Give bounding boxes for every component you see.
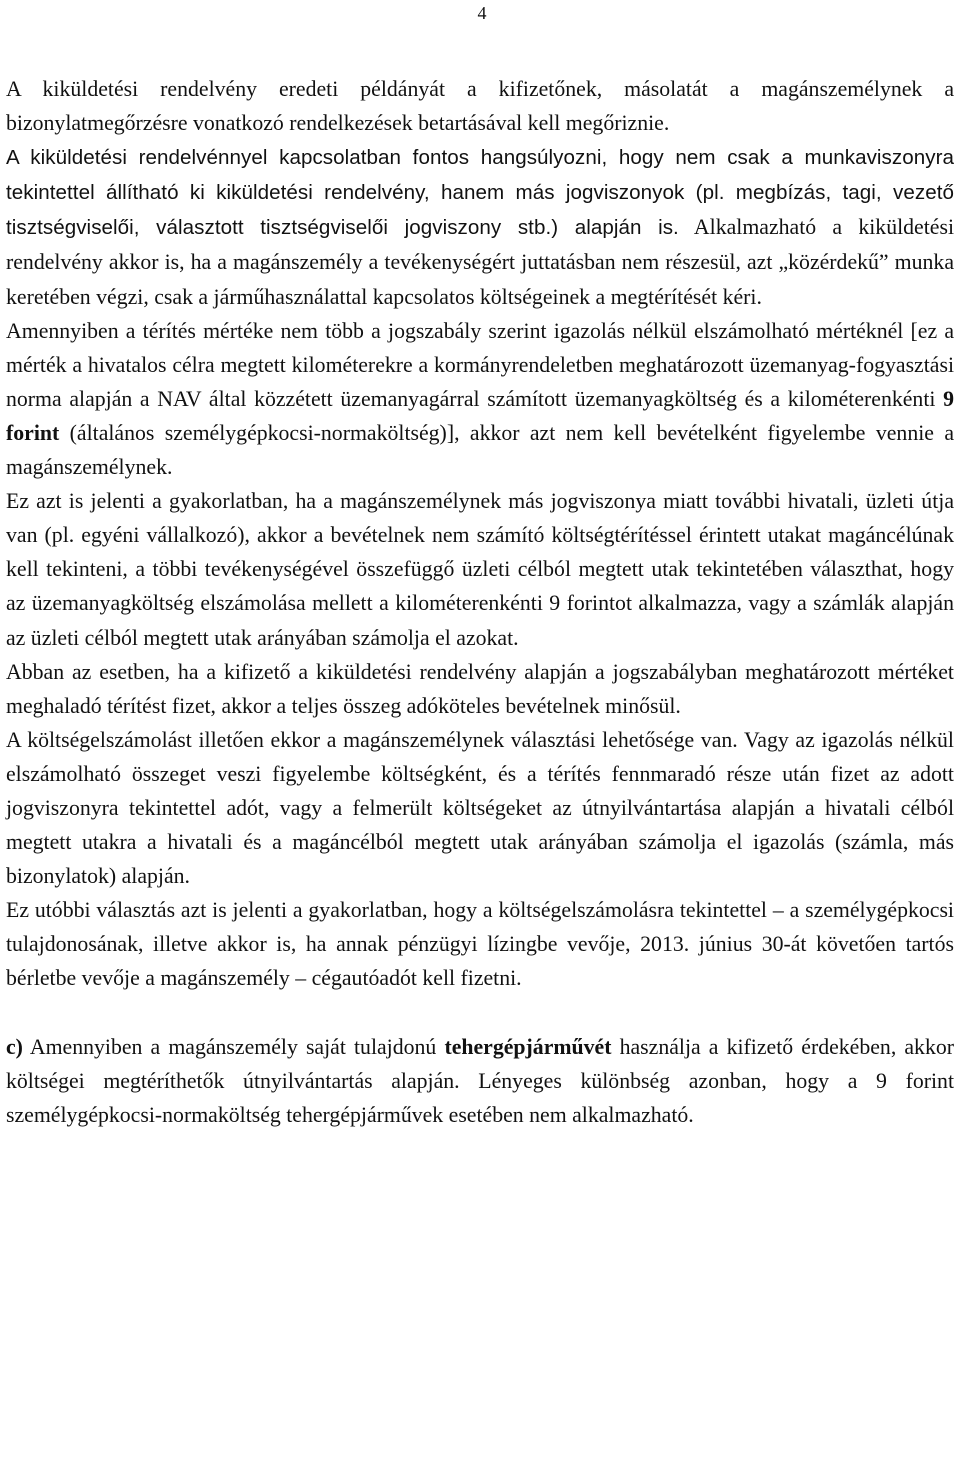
nine-forint-emphasis: 9 forint	[6, 386, 954, 445]
page-number: 4	[477, 3, 487, 23]
paragraph-truck-usage-part-a: Amennyiben a magánszemély saját tulajdonú	[29, 1034, 437, 1059]
truck-emphasis: tehergépjárművét	[444, 1034, 612, 1059]
paragraph-practice-example: Ez azt is jelenti a gyakorlatban, ha a magánszemélynek más jogviszonya miatt további hivatali, üzleti útja van (pl. egyéni vállalkozó), akkor a bevételnek nem számító költségtérítéssel érintett utakat magáncélúnak kell tekinteni, a többi tevékenységével összefüggő üzleti célból megtett utak tekintetében választhat, hogy az üzemanyagköltség elszámolása mellett a kilométerenkénti 9 forintot alkalmazza, vagy a számlák alapján az üzleti célból megtett utak arányában számolja el azokat.	[6, 489, 954, 650]
paragraph-excess-payment: Abban az esetben, ha a kifizető a kiküldetési rendelvény alapján a jogszabályban meghatározott mértéket meghaladó térítést fizet, akkor a teljes összeg adóköteles bevételnek minősül.	[6, 659, 954, 718]
paragraph-reimbursement-limit-part-a: Amennyiben a térítés mértéke nem több a jogszabály szerint igazolás nélkül elszámolható mértéknél [ez a mérték a hivatalos célra megtett kilométerekre a kormányrendeletben meghatározott üzemanyag-fogyasztási norma alapján a NAV által közzétett üzemanyagárral számított üzemanyagköltség és a kilométerenkénti	[6, 318, 954, 411]
paragraph-assignment-order	[6, 140, 954, 313]
paragraph-cost-accounting-choice: A költségelszámolást illetően ekkor a magánszemélynek választási lehetősége van. Vagy az igazolás nélkül elszámolható összeget veszi figyelembe költségként, és a térítés fennmaradó része után fizet az adott jogviszonyra tekintettel adót, vagy a felmerült költségeket az útnyilvántartása alapján a hivatali célból megtett utakra a hivatali és a magáncélból megtett utak arányában számolja el igazolás (számla, más bizonylatok) alapján.	[6, 727, 954, 889]
paragraph-original-copy: A kiküldetési rendelvény eredeti példányát a kifizetőnek, másolatát a magánszemélynek a bizonylatmegőrzésre vonatkozó rendelkezések betartásával kell megőriznie.	[6, 77, 954, 136]
paragraph-assignment-order-part-b: Alkalmazható a kiküldetési rendelvény akkor is, ha a magánszemély a tevékenységért juttatásban nem részesül, azt „közérdekű” munka keretében végzi, csak a járműhasználattal kapcsolatos költségeinek a megtérítését kéri.	[6, 215, 954, 309]
paragraph-assignment-order-part-a: A kiküldetési rendelvénnyel kapcsolatban fontos hangsúlyozni, hogy nem csak a munkaviszonyra tekintettel állítható ki kiküldetési rendelvény, hanem más jogviszonyok (pl. megbízás, tagi, vezető tisztségviselői, választott tisztségviselői jogviszony stb.) alapján is.	[6, 146, 954, 240]
paragraph-reimbursement-limit-part-b: (általános személygépkocsi-normaköltség)], akkor azt nem kell bevételként figyelembe vennie a magánszemélynek.	[6, 420, 954, 480]
paragraph-truck-usage	[6, 1030, 954, 1132]
paragraph-reimbursement-limit	[6, 314, 954, 484]
paragraph-company-car-tax: Ez utóbbi választás azt is jelenti a gyakorlatban, hogy a költségelszámolásra tekintettel – a személygépkocsi tulajdonosának, illetve akkor is, ha annak pénzügyi lízingbe vevője, 2013. június 30-át követően tartós bérletbe vevője a magánszemély – cégautóadót kell fizetni.	[6, 898, 954, 991]
document-body	[6, 72, 954, 1132]
section-label-c: c)	[6, 1034, 23, 1059]
paragraph-truck-usage-part-b: használja a kifizető érdekében, akkor költségei megtéríthetők útnyilvántartás alapján. Lényeges különbség azonban, hogy a 9 forint személygépkocsi-normaköltség tehergépjárművek esetében nem alkalmazható.	[6, 1034, 955, 1127]
paragraph-spacer	[6, 996, 954, 1030]
